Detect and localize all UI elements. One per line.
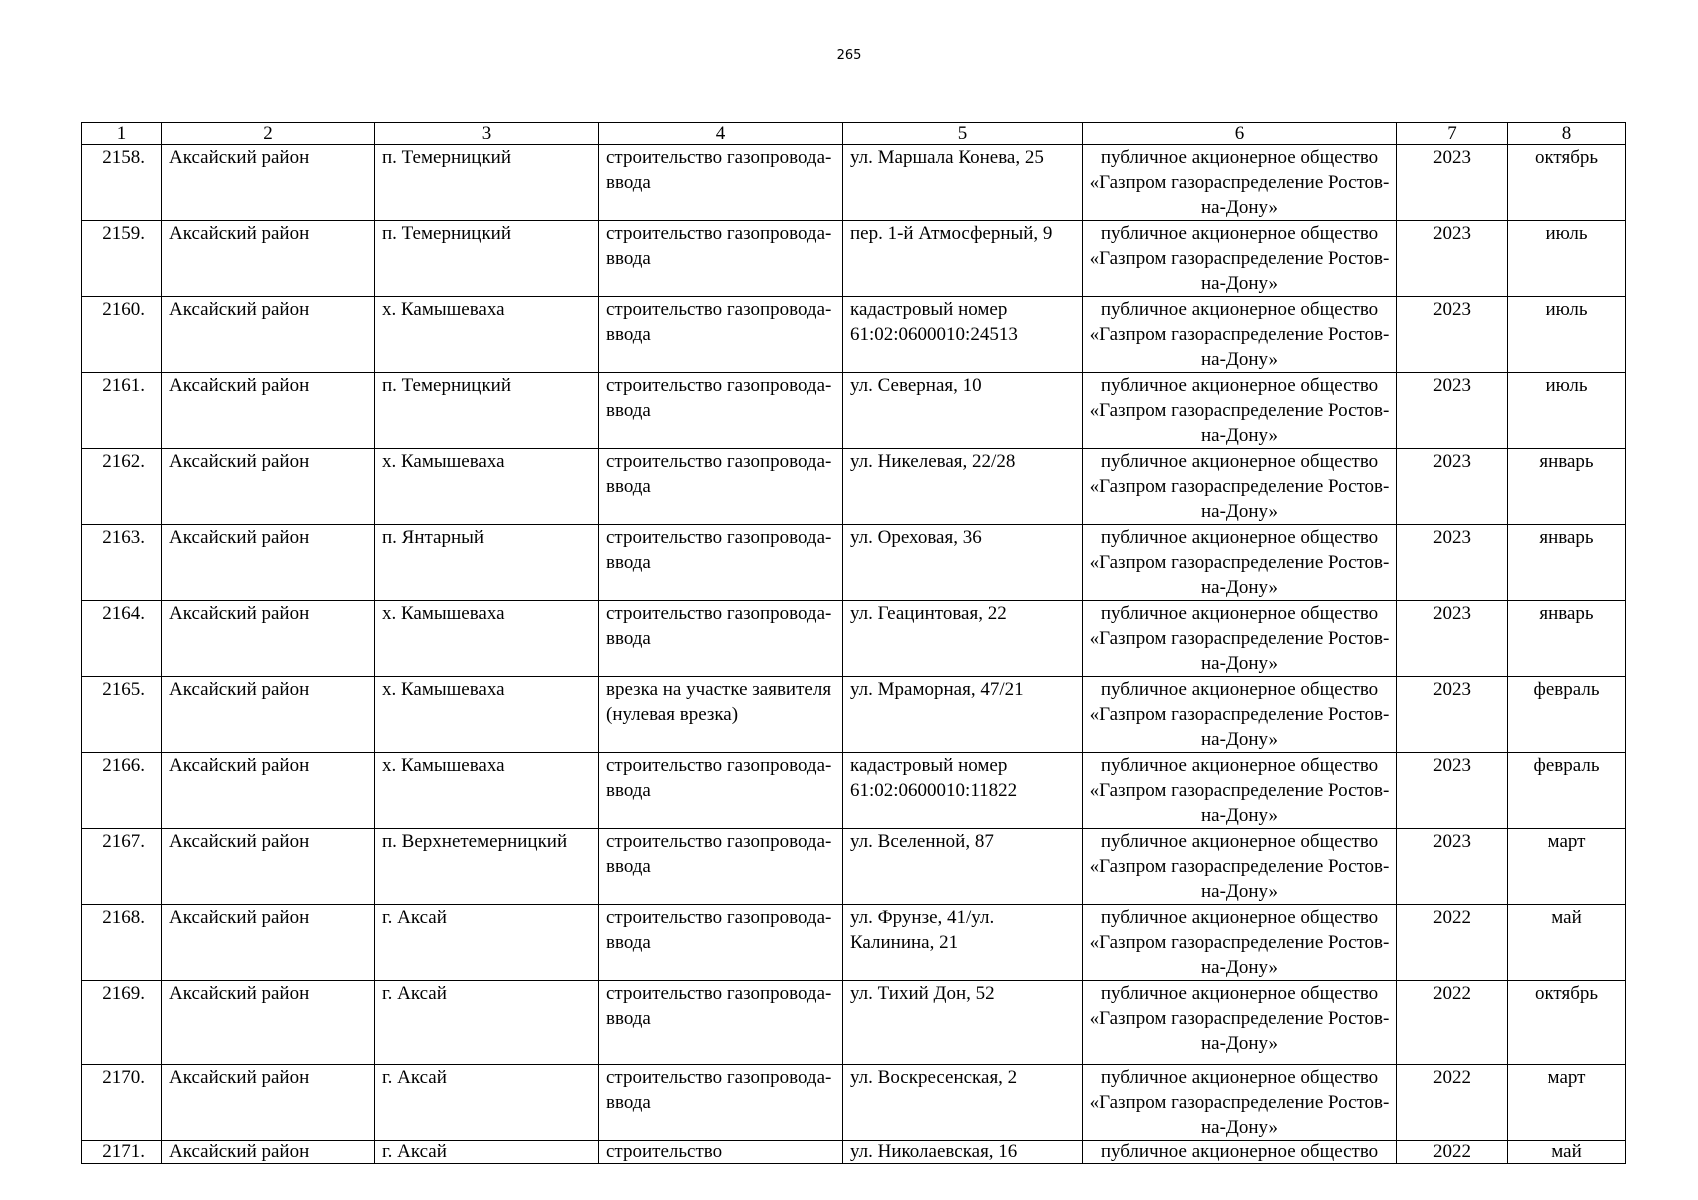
row-number-cell: 2162. bbox=[82, 449, 162, 525]
column-header-5: 5 bbox=[843, 123, 1083, 145]
row-number-cell: 2165. bbox=[82, 677, 162, 753]
month-cell: март bbox=[1508, 1065, 1626, 1141]
district-cell: Аксайский район bbox=[162, 905, 375, 981]
work-type-cell: строительство газопровода-ввода bbox=[599, 981, 843, 1065]
organization-cell: публичное акционерное общество «Газпром газораспределение Ростов-на-Дону» bbox=[1083, 221, 1397, 297]
organization-cell: публичное акционерное общество «Газпром газораспределение Ростов-на-Дону» bbox=[1083, 449, 1397, 525]
district-cell: Аксайский район bbox=[162, 373, 375, 449]
month-cell: февраль bbox=[1508, 753, 1626, 829]
settlement-cell: п. Янтарный bbox=[375, 525, 599, 601]
address-cell: ул. Мраморная, 47/21 bbox=[843, 677, 1083, 753]
address-cell: ул. Фрунзе, 41/ул. Калинина, 21 bbox=[843, 905, 1083, 981]
settlement-cell: п. Темерницкий bbox=[375, 373, 599, 449]
month-cell: февраль bbox=[1508, 677, 1626, 753]
work-type-cell: строительство газопровода-ввода bbox=[599, 753, 843, 829]
district-cell: Аксайский район bbox=[162, 449, 375, 525]
organization-cell: публичное акционерное общество «Газпром газораспределение Ростов-на-Дону» bbox=[1083, 145, 1397, 221]
work-type-cell: строительство газопровода-ввода bbox=[599, 829, 843, 905]
district-cell: Аксайский район bbox=[162, 753, 375, 829]
year-cell: 2022 bbox=[1397, 1141, 1508, 1164]
work-type-cell: строительство газопровода-ввода bbox=[599, 449, 843, 525]
year-cell: 2023 bbox=[1397, 297, 1508, 373]
organization-cell: публичное акционерное общество «Газпром газораспределение Ростов-на-Дону» bbox=[1083, 905, 1397, 981]
district-cell: Аксайский район bbox=[162, 1065, 375, 1141]
month-cell: июль bbox=[1508, 221, 1626, 297]
settlement-cell: х. Камышеваха bbox=[375, 753, 599, 829]
month-cell: январь bbox=[1508, 525, 1626, 601]
table-header bbox=[82, 123, 1626, 145]
year-cell: 2023 bbox=[1397, 829, 1508, 905]
year-cell: 2022 bbox=[1397, 981, 1508, 1065]
organization-cell: публичное акционерное общество «Газпром газораспределение Ростов-на-Дону» bbox=[1083, 525, 1397, 601]
year-cell: 2023 bbox=[1397, 601, 1508, 677]
organization-cell: публичное акционерное общество «Газпром газораспределение Ростов-на-Дону» bbox=[1083, 297, 1397, 373]
month-cell: июль bbox=[1508, 373, 1626, 449]
row-number-cell: 2161. bbox=[82, 373, 162, 449]
row-number-cell: 2171. bbox=[82, 1141, 162, 1164]
settlement-cell: г. Аксай bbox=[375, 981, 599, 1065]
address-cell: ул. Маршала Конева, 25 bbox=[843, 145, 1083, 221]
row-number-cell: 2158. bbox=[82, 145, 162, 221]
column-header-7: 7 bbox=[1397, 123, 1508, 145]
work-type-cell: врезка на участке заявителя (нулевая врезка) bbox=[599, 677, 843, 753]
address-cell: ул. Николаевская, 16 bbox=[843, 1141, 1083, 1164]
district-cell: Аксайский район bbox=[162, 1141, 375, 1164]
column-header-6: 6 bbox=[1083, 123, 1397, 145]
work-type-cell: строительство газопровода-ввода bbox=[599, 525, 843, 601]
address-cell: ул. Тихий Дон, 52 bbox=[843, 981, 1083, 1065]
row-number-cell: 2169. bbox=[82, 981, 162, 1065]
year-cell: 2023 bbox=[1397, 677, 1508, 753]
month-cell: январь bbox=[1508, 601, 1626, 677]
table-row bbox=[82, 1065, 1626, 1141]
year-cell: 2023 bbox=[1397, 753, 1508, 829]
address-cell: кадастровый номер 61:02:0600010:11822 bbox=[843, 753, 1083, 829]
table-row bbox=[82, 297, 1626, 373]
organization-cell: публичное акционерное общество «Газпром газораспределение Ростов-на-Дону» bbox=[1083, 677, 1397, 753]
address-cell: пер. 1-й Атмосферный, 9 bbox=[843, 221, 1083, 297]
row-number-cell: 2166. bbox=[82, 753, 162, 829]
work-type-cell: строительство газопровода-ввода bbox=[599, 145, 843, 221]
district-cell: Аксайский район bbox=[162, 525, 375, 601]
table-row bbox=[82, 601, 1626, 677]
work-type-cell: строительство газопровода-ввода bbox=[599, 601, 843, 677]
address-cell: ул. Северная, 10 bbox=[843, 373, 1083, 449]
header-row bbox=[82, 123, 1626, 145]
table-row bbox=[82, 221, 1626, 297]
table-row bbox=[82, 449, 1626, 525]
month-cell: май bbox=[1508, 1141, 1626, 1164]
settlement-cell: х. Камышеваха bbox=[375, 601, 599, 677]
organization-cell: публичное акционерное общество «Газпром газораспределение Ростов-на-Дону» bbox=[1083, 601, 1397, 677]
district-cell: Аксайский район bbox=[162, 297, 375, 373]
month-cell: май bbox=[1508, 905, 1626, 981]
address-cell: ул. Воскресенская, 2 bbox=[843, 1065, 1083, 1141]
work-type-cell: строительство газопровода-ввода bbox=[599, 221, 843, 297]
settlement-cell: х. Камышеваха bbox=[375, 677, 599, 753]
organization-cell: публичное акционерное общество «Газпром газораспределение Ростов-на-Дону» bbox=[1083, 373, 1397, 449]
work-type-cell: строительство газопровода-ввода bbox=[599, 373, 843, 449]
year-cell: 2023 bbox=[1397, 525, 1508, 601]
year-cell: 2023 bbox=[1397, 145, 1508, 221]
column-header-3: 3 bbox=[375, 123, 599, 145]
settlement-cell: г. Аксай bbox=[375, 1141, 599, 1164]
year-cell: 2022 bbox=[1397, 905, 1508, 981]
row-number-cell: 2160. bbox=[82, 297, 162, 373]
work-type-cell: строительство bbox=[599, 1141, 843, 1164]
work-type-cell: строительство газопровода-ввода bbox=[599, 905, 843, 981]
organization-cell: публичное акционерное общество «Газпром газораспределение Ростов-на-Дону» bbox=[1083, 981, 1397, 1065]
table-row bbox=[82, 829, 1626, 905]
settlement-cell: г. Аксай bbox=[375, 905, 599, 981]
settlement-cell: п. Темерницкий bbox=[375, 221, 599, 297]
address-cell: ул. Ореховая, 36 bbox=[843, 525, 1083, 601]
row-number-cell: 2164. bbox=[82, 601, 162, 677]
district-cell: Аксайский район bbox=[162, 221, 375, 297]
table-row bbox=[82, 981, 1626, 1065]
address-cell: ул. Вселенной, 87 bbox=[843, 829, 1083, 905]
month-cell: март bbox=[1508, 829, 1626, 905]
district-cell: Аксайский район bbox=[162, 677, 375, 753]
table-row bbox=[82, 905, 1626, 981]
year-cell: 2023 bbox=[1397, 221, 1508, 297]
table-body bbox=[82, 145, 1626, 1164]
row-number-cell: 2170. bbox=[82, 1065, 162, 1141]
column-header-4: 4 bbox=[599, 123, 843, 145]
table-row bbox=[82, 753, 1626, 829]
settlement-cell: п. Верхнетемерницкий bbox=[375, 829, 599, 905]
column-header-8: 8 bbox=[1508, 123, 1626, 145]
column-header-2: 2 bbox=[162, 123, 375, 145]
year-cell: 2022 bbox=[1397, 1065, 1508, 1141]
district-cell: Аксайский район bbox=[162, 829, 375, 905]
table-row bbox=[82, 145, 1626, 221]
row-number-cell: 2159. bbox=[82, 221, 162, 297]
settlement-cell: п. Темерницкий bbox=[375, 145, 599, 221]
table-row bbox=[82, 1141, 1626, 1164]
organization-cell: публичное акционерное общество «Газпром газораспределение Ростов-на-Дону» bbox=[1083, 753, 1397, 829]
row-number-cell: 2167. bbox=[82, 829, 162, 905]
district-cell: Аксайский район bbox=[162, 145, 375, 221]
organization-cell: публичное акционерное общество bbox=[1083, 1141, 1397, 1164]
row-number-cell: 2168. bbox=[82, 905, 162, 981]
organization-cell: публичное акционерное общество «Газпром газораспределение Ростов-на-Дону» bbox=[1083, 829, 1397, 905]
table-row bbox=[82, 525, 1626, 601]
address-cell: ул. Никелевая, 22/28 bbox=[843, 449, 1083, 525]
month-cell: январь bbox=[1508, 449, 1626, 525]
work-type-cell: строительство газопровода-ввода bbox=[599, 1065, 843, 1141]
district-cell: Аксайский район bbox=[162, 601, 375, 677]
month-cell: октябрь bbox=[1508, 145, 1626, 221]
address-cell: кадастровый номер 61:02:0600010:24513 bbox=[843, 297, 1083, 373]
month-cell: октябрь bbox=[1508, 981, 1626, 1065]
table-row bbox=[82, 677, 1626, 753]
year-cell: 2023 bbox=[1397, 449, 1508, 525]
row-number-cell: 2163. bbox=[82, 525, 162, 601]
district-cell: Аксайский район bbox=[162, 981, 375, 1065]
column-header-1: 1 bbox=[82, 123, 162, 145]
address-cell: ул. Геацинтовая, 22 bbox=[843, 601, 1083, 677]
register-table bbox=[81, 122, 1626, 1164]
table-row bbox=[82, 373, 1626, 449]
settlement-cell: х. Камышеваха bbox=[375, 297, 599, 373]
settlement-cell: г. Аксай bbox=[375, 1065, 599, 1141]
month-cell: июль bbox=[1508, 297, 1626, 373]
page-number: 265 bbox=[836, 48, 862, 63]
work-type-cell: строительство газопровода-ввода bbox=[599, 297, 843, 373]
organization-cell: публичное акционерное общество «Газпром газораспределение Ростов-на-Дону» bbox=[1083, 1065, 1397, 1141]
settlement-cell: х. Камышеваха bbox=[375, 449, 599, 525]
year-cell: 2023 bbox=[1397, 373, 1508, 449]
